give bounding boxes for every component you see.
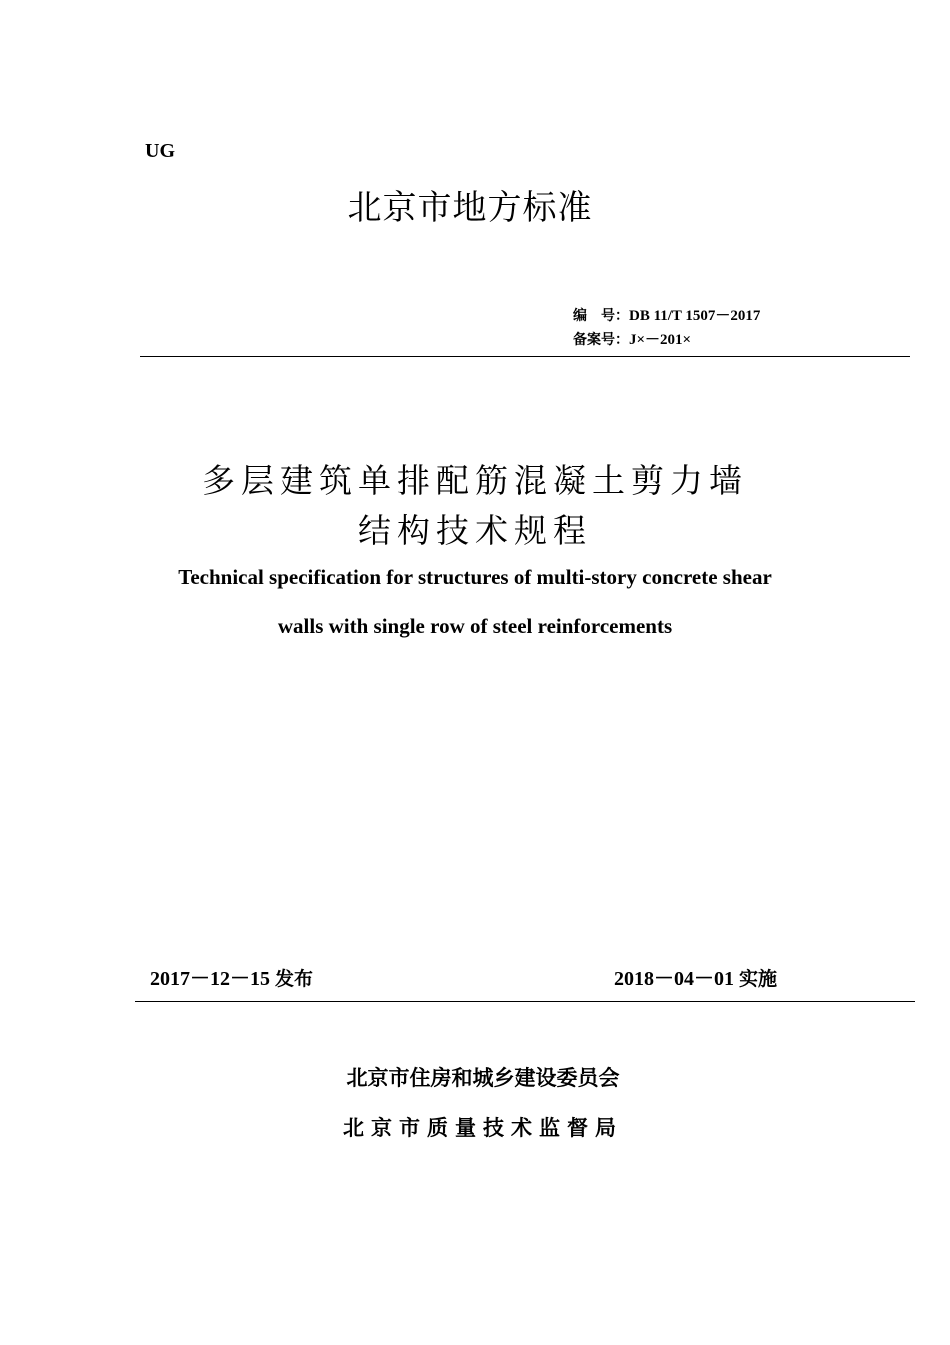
issue-date-label: 发布 — [275, 968, 314, 990]
standard-type-heading: 北京市地方标准 — [347, 188, 593, 228]
chinese-title-line-1: 多层建筑单排配筋混凝土剪力墙 — [202, 461, 748, 500]
implementation-date-label: 实施 — [739, 968, 778, 990]
chinese-title-line-2: 结构技术规程 — [358, 511, 592, 550]
record-number-value: J×－201× — [629, 332, 692, 348]
record-number-label: 备案号： — [573, 332, 629, 348]
standard-number-label: 编 号： — [573, 308, 629, 324]
bottom-divider — [135, 1001, 915, 1002]
issue-date-value: 2017－12－15 — [150, 968, 270, 990]
record-number-row — [573, 328, 760, 352]
implementation-date — [614, 962, 777, 991]
top-divider — [140, 356, 910, 357]
standard-number-value: DB 11/T 1507－2017 — [629, 308, 761, 324]
standard-codes — [573, 304, 760, 352]
issuer-quality-bureau: 北京市质量技术监督局 — [343, 1116, 623, 1140]
english-title-line-2: walls with single row of steel reinforcements — [277, 614, 673, 638]
standard-number-row — [573, 304, 760, 328]
english-title-line-1: Technical specification for structures of multi-story concrete shear — [178, 565, 772, 589]
issuer-construction-commission: 北京市住房和城乡建设委员会 — [346, 1066, 620, 1090]
implementation-date-value: 2018－04－01 — [614, 968, 734, 990]
issue-date — [150, 962, 313, 991]
classification-code: UG — [145, 140, 175, 162]
